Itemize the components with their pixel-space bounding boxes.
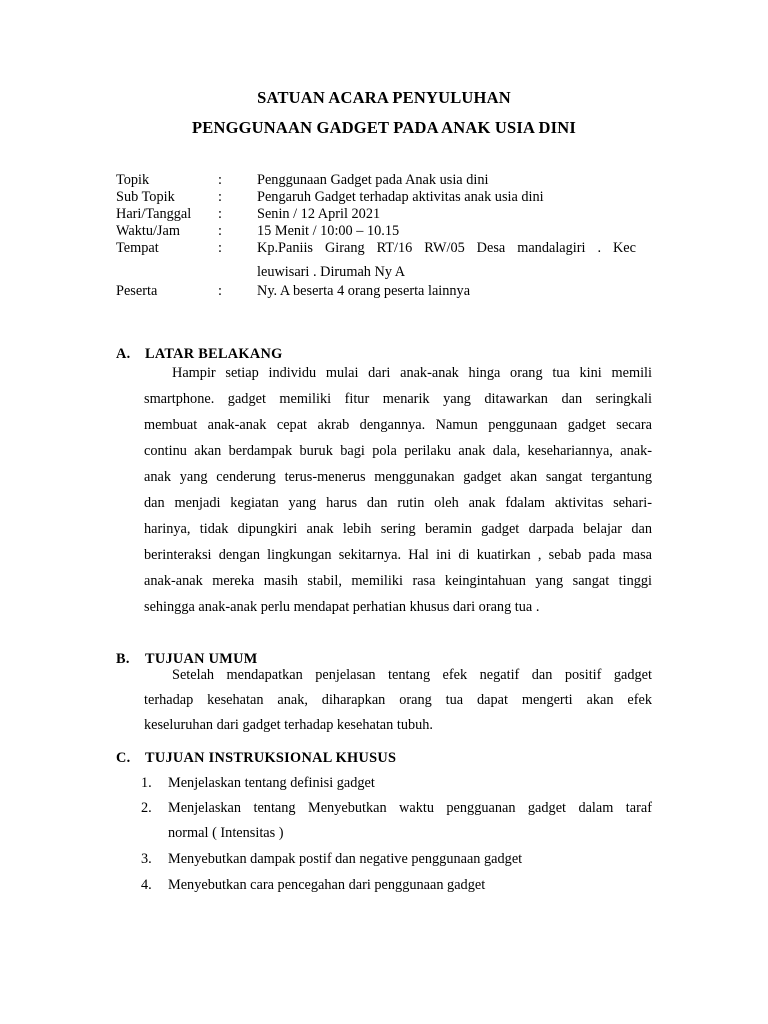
info-key: Topik <box>116 172 150 188</box>
info-colon: : <box>218 189 222 205</box>
paragraph-line: Setelah mendapatkan penjelasan tentang efek negatif dan positif gadget <box>172 667 652 683</box>
paragraph-line: membuat anak-anak cepat akrab dengannya. Namun penggunaan gadget secara <box>144 417 652 433</box>
list-text-continued: normal ( Intensitas ) <box>168 825 284 841</box>
paragraph-line: keseluruhan dari gadget terhadap kesehatan tubuh. <box>144 717 434 733</box>
info-colon: : <box>218 223 222 239</box>
info-value-continued: leuwisari . Dirumah Ny A <box>257 264 406 280</box>
info-value: 15 Menit / 10:00 – 10.15 <box>257 223 400 239</box>
paragraph-line: continu akan berdampak buruk bagi pola perilaku anak dala, kesehariannya, anak- <box>144 443 652 459</box>
list-number: 3. <box>141 851 152 867</box>
info-colon: : <box>218 240 222 256</box>
list-text: Menjelaskan tentang definisi gadget <box>168 775 375 791</box>
paragraph-line: harinya, tidak dipungkiri anak lebih sering beramin gadget darpada belajar dan <box>144 521 652 537</box>
info-key: Waktu/Jam <box>116 223 180 239</box>
paragraph-line: berinteraksi dengan lingkungan sekitarnya. Hal ini di kuatirkan , sebab pada masa <box>144 547 652 563</box>
list-number: 2. <box>141 800 152 816</box>
list-text: Menyebutkan dampak postif dan negative penggunaan gadget <box>168 851 523 867</box>
section-letter: A. <box>116 346 131 362</box>
document-title: SATUAN ACARA PENYULUHAN <box>257 88 511 107</box>
info-colon: : <box>218 206 222 222</box>
list-text: Menyebutkan cara pencegahan dari penggunaan gadget <box>168 877 486 893</box>
info-value: Kp.Paniis Girang RT/16 RW/05 Desa mandalagiri . Kec <box>257 240 636 256</box>
paragraph-line: smartphone. gadget memiliki fitur menarik yang ditawarkan dan seringkali <box>144 391 652 407</box>
document-subtitle: PENGGUNAAN GADGET PADA ANAK USIA DINI <box>191 118 577 137</box>
section-title: TUJUAN UMUM <box>145 651 258 667</box>
info-key: Hari/Tanggal <box>116 206 192 222</box>
info-value: Senin / 12 April 2021 <box>257 206 381 222</box>
paragraph-line: terhadap kesehatan anak, diharapkan orang tua dapat mengerti akan efek <box>144 692 652 708</box>
info-colon: : <box>218 283 222 299</box>
section-title: TUJUAN INSTRUKSIONAL KHUSUS <box>145 750 397 766</box>
info-key: Sub Topik <box>116 189 175 205</box>
list-number: 1. <box>141 775 152 791</box>
section-letter: B. <box>116 651 130 667</box>
paragraph-line: Hampir setiap individu mulai dari anak-anak hinga orang tua kini memili <box>172 365 652 381</box>
info-key: Tempat <box>116 240 159 256</box>
list-number: 4. <box>141 877 152 893</box>
paragraph-line: anak yang cenderung terus-menerus menggunakan gadget akan sangat tergantung <box>144 469 652 485</box>
paragraph-line: anak-anak mereka masih stabil, memiliki rasa keingintahuan yang sangat tinggi <box>144 573 652 589</box>
info-key: Peserta <box>116 283 158 299</box>
paragraph-line: dan menjadi kegiatan yang harus dan rutin oleh anak fdalam aktivitas sehari- <box>144 495 652 511</box>
section-title: LATAR BELAKANG <box>145 346 283 362</box>
list-text: Menjelaskan tentang Menyebutkan waktu pengguanan gadget dalam taraf <box>168 800 652 816</box>
paragraph-line: sehingga anak-anak perlu mendapat perhatian khusus dari orang tua . <box>144 599 540 615</box>
info-value: Penggunaan Gadget pada Anak usia dini <box>257 172 489 188</box>
info-value: Ny. A beserta 4 orang peserta lainnya <box>257 283 471 299</box>
info-colon: : <box>218 172 222 188</box>
info-value: Pengaruh Gadget terhadap aktivitas anak usia dini <box>257 189 544 205</box>
section-letter: C. <box>116 750 131 766</box>
